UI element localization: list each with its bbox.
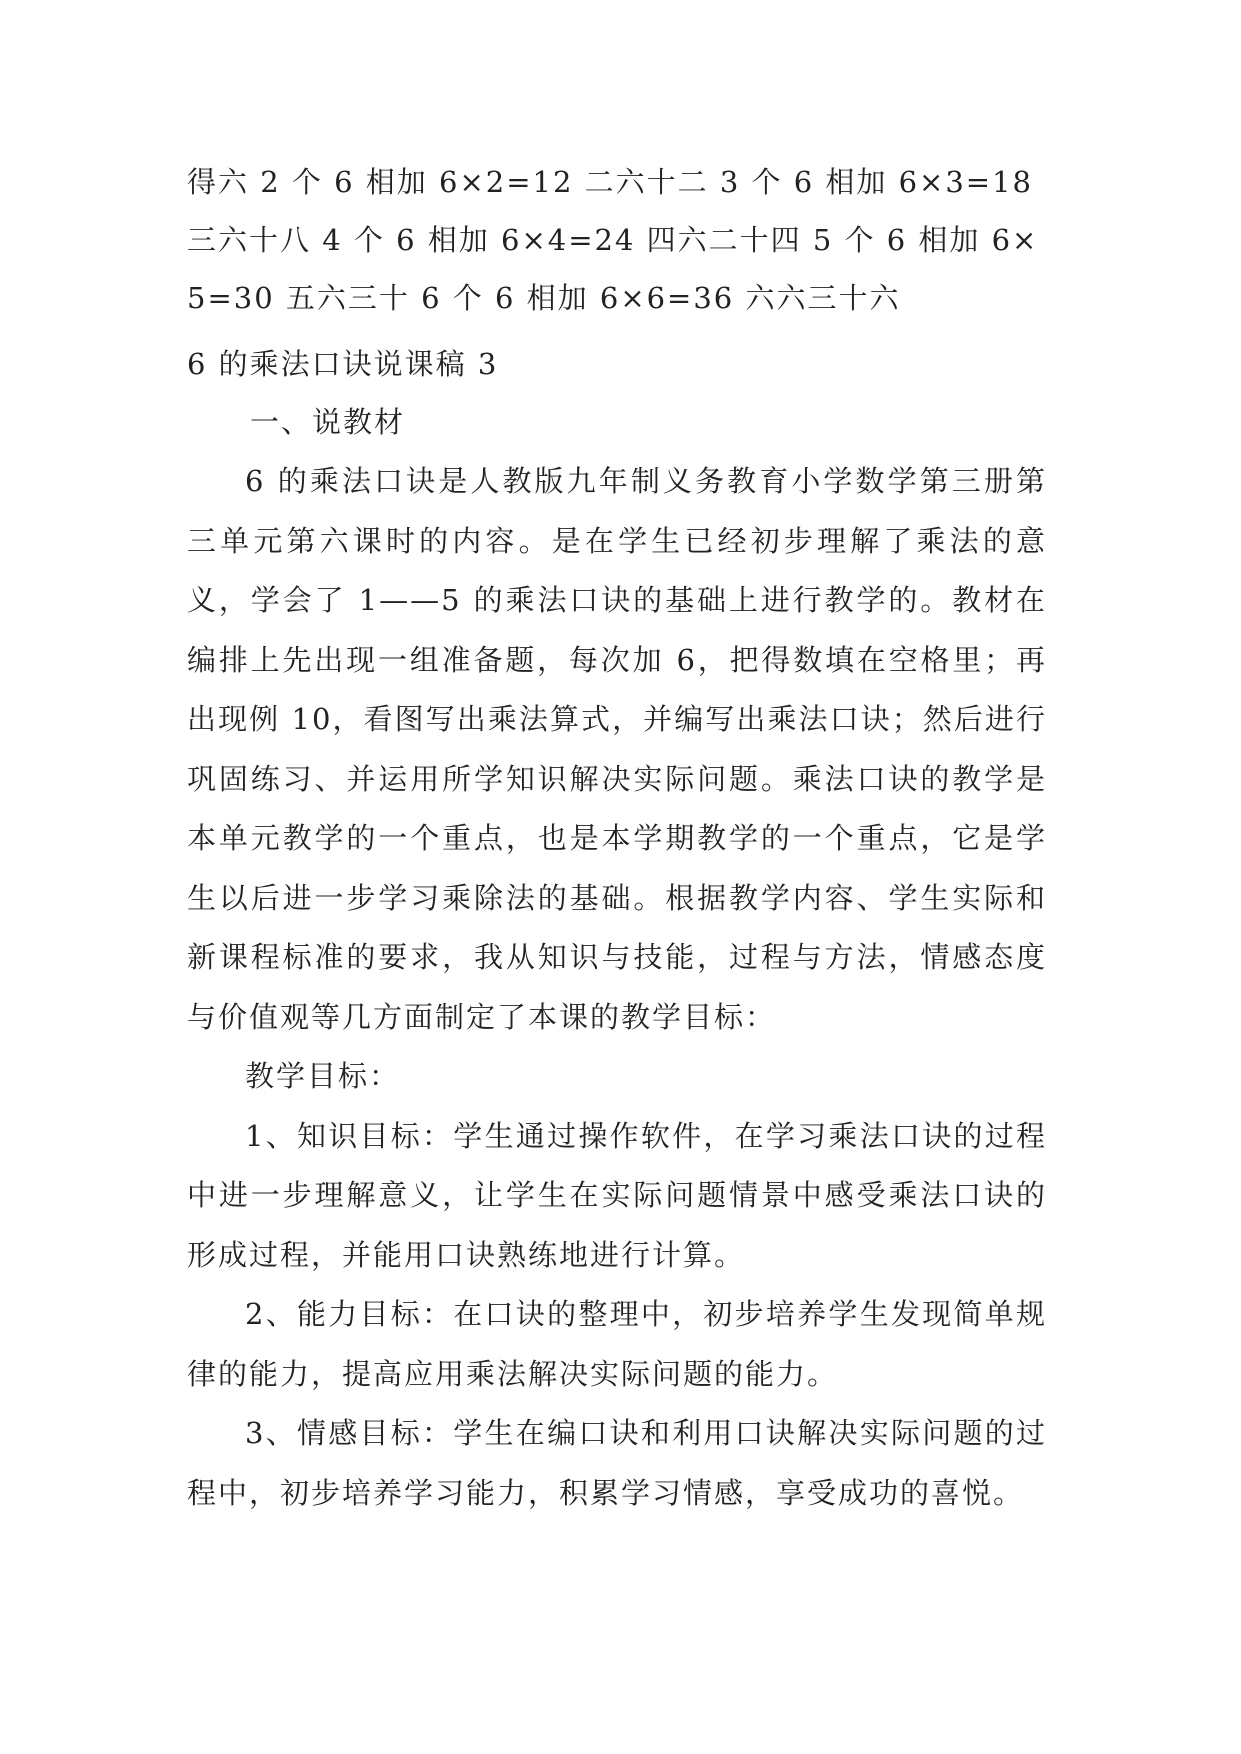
section-heading: 一、说教材 [250, 405, 406, 439]
paragraph-objectives-heading: 教学目标： [245, 1059, 401, 1093]
paragraph-emotion-goal: 3、情感目标：学生在编口诀和利用口诀解决实际问题的过程中，初步培养学习能力，积累学习情感，享受成功的喜悦。 [187, 1416, 1047, 1510]
document-title: 6 的乘法口诀说课稿 3 [187, 347, 499, 381]
paragraph-knowledge-goal: 1、知识目标：学生通过操作软件，在学习乘法口诀的过程中进一步理解意义，让学生在实际问题情景中感受乘法口诀的形成过程，并能用口诀熟练地进行计算。 [187, 1118, 1047, 1272]
continuation-paragraph: 得六 2 个 6 相加 6×2=12 二六十二 3 个 6 相加 6×3=18 三六十八 4 个 6 相加 6×4=24 四六二十四 5 个 6 相加 6×5=30 五六三十 6 个 6 相加 6×6=36 六六三十六 [187, 165, 1039, 315]
body-text [187, 452, 1047, 1523]
paragraph-ability-goal: 2、能力目标：在口诀的整理中，初步培养学生发现简单规律的能力，提高应用乘法解决实际问题的能力。 [187, 1297, 1047, 1391]
paragraph-textbook: 6 的乘法口诀是人教版九年制义务教育小学数学第三册第三单元第六课时的内容。是在学生已经初步理解了乘法的意义，学会了 1——5 的乘法口诀的基础上进行教学的。教材在编排上先出现一组准备题，每次加 6，把得数填在空格里；再出现例 10，看图写出乘法算式，并编写出乘法口诀；然后进行巩固练习、并运用所学知识解决实际问题。乘法口诀的教学是本单元教学的一个重点，也是本学期教学的一个重点，它是学生以后进一步学习乘除法的基础。根据教学内容、学生实际和新课程标准的要求，我从知识与技能，过程与方法，情感态度与价值观等几方面制定了本课的教学目标： [187, 464, 1047, 1034]
